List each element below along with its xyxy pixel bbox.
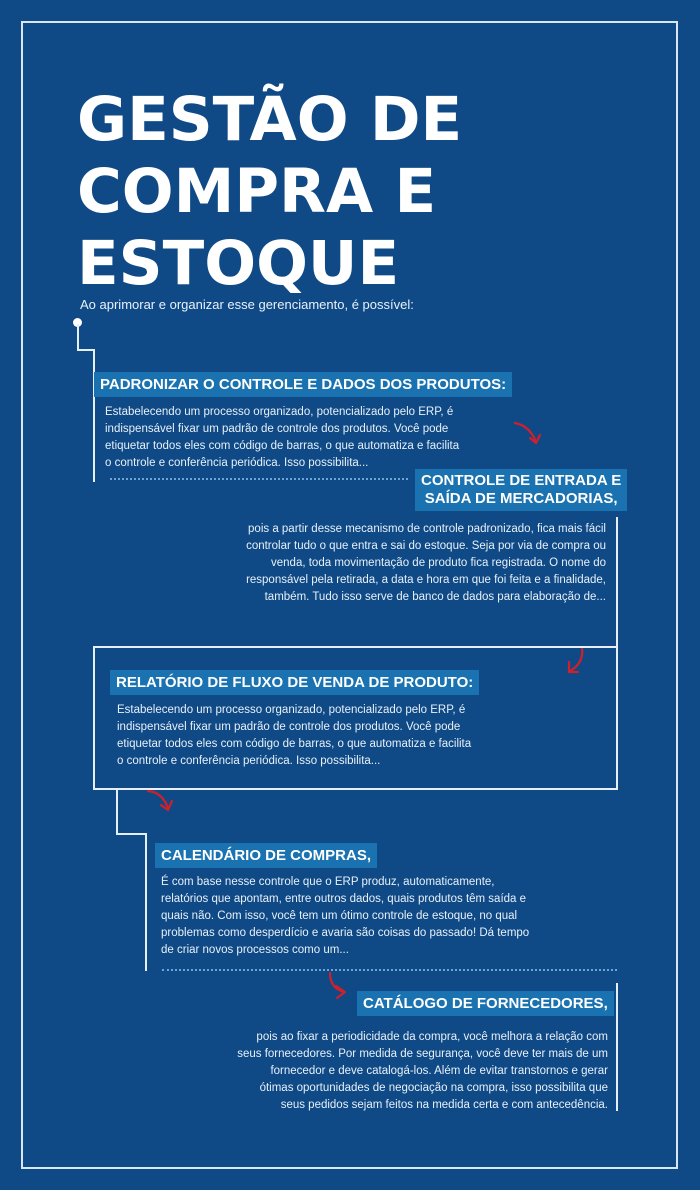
dotted-divider	[110, 478, 408, 480]
heading-line: SAÍDA DE MERCADORIAS,	[424, 490, 618, 507]
section-body-catalogo: pois ao fixar a periodicidade da compra, você melhora a relação com seus fornecedores. Por medida de segurança, você deve ter mais de um fornecedor e deve catalogá-los. Além de evitar transtornos e gerar ótimas oportunidades de negociação na compra, isso possibilita que seus pedidos sejam feitos na medida certa e com antecedência.	[237, 1031, 608, 1111]
section-heading-padronizar: PADRONIZAR O CONTROLE E DADOS DOS PRODUTOS:	[94, 372, 512, 397]
title-line-2: COMPRA E	[77, 156, 437, 227]
connector-line	[116, 790, 118, 834]
section-body-controle: pois a partir desse mecanismo de controle padronizado, fica mais fácil controlar tudo o que entra e sai do estoque. Seja por via de compra ou venda, toda movimentação de produto fica registrada. O nome do responsável pela retirada, a data e hora em que foi feita e a finalidade, também. Tudo isso serve de banco de dados para elaboração de...	[246, 523, 606, 603]
connector-line	[77, 324, 79, 350]
connector-line	[616, 517, 618, 647]
page-title	[77, 84, 477, 300]
title-line-1: GESTÃO DE	[77, 84, 463, 155]
connector-line	[116, 833, 146, 835]
section-heading-catalogo: CATÁLOGO DE FORNECEDORES,	[357, 991, 614, 1016]
connector-line	[77, 349, 94, 351]
section-body-relatorio: Estabelecendo um processo organizado, potencializado pelo ERP, é indispensável fixar um padrão de controle dos produtos. Você pode etiquetar todos eles com código de barras, o que automatiza e facilita o controle e conferência periódica. Isso possibilita...	[117, 704, 472, 767]
section-heading-calendario: CALENDÁRIO DE COMPRAS,	[155, 843, 377, 868]
dotted-divider	[162, 969, 617, 971]
section-body-padronizar: Estabelecendo um processo organizado, potencializado pelo ERP, é indispensável fixar um padrão de controle dos produtos. Você pode etiquetar todos eles com código de barras, o que automatiza e facilita o controle e conferência periódica. Isso possibilita...	[105, 406, 460, 469]
arrow-icon	[144, 786, 178, 820]
section-body-calendario: É com base nesse controle que o ERP produz, automaticamente, relatórios que apontam, entre outros dados, quais produtos têm saída e quais não. Com isso, você tem um ótimo controle de estoque, no qual problemas como desperdício e avaria são coisas do passado! Dá tempo de criar novos processos como um...	[161, 876, 530, 956]
section-heading-controle	[415, 469, 627, 511]
connector-line	[93, 349, 95, 482]
heading-line: CONTROLE DE ENTRADA E	[421, 472, 622, 489]
title-line-3: ESTOQUE	[77, 228, 400, 299]
section-heading-relatorio: RELATÓRIO DE FLUXO DE VENDA DE PRODUTO:	[110, 670, 479, 695]
arrow-icon	[510, 418, 544, 452]
arrow-icon	[322, 970, 356, 1004]
connector-line	[145, 833, 147, 971]
connector-line	[616, 983, 618, 1111]
subtitle: Ao aprimorar e organizar esse gerenciamento, é possível:	[80, 297, 414, 312]
